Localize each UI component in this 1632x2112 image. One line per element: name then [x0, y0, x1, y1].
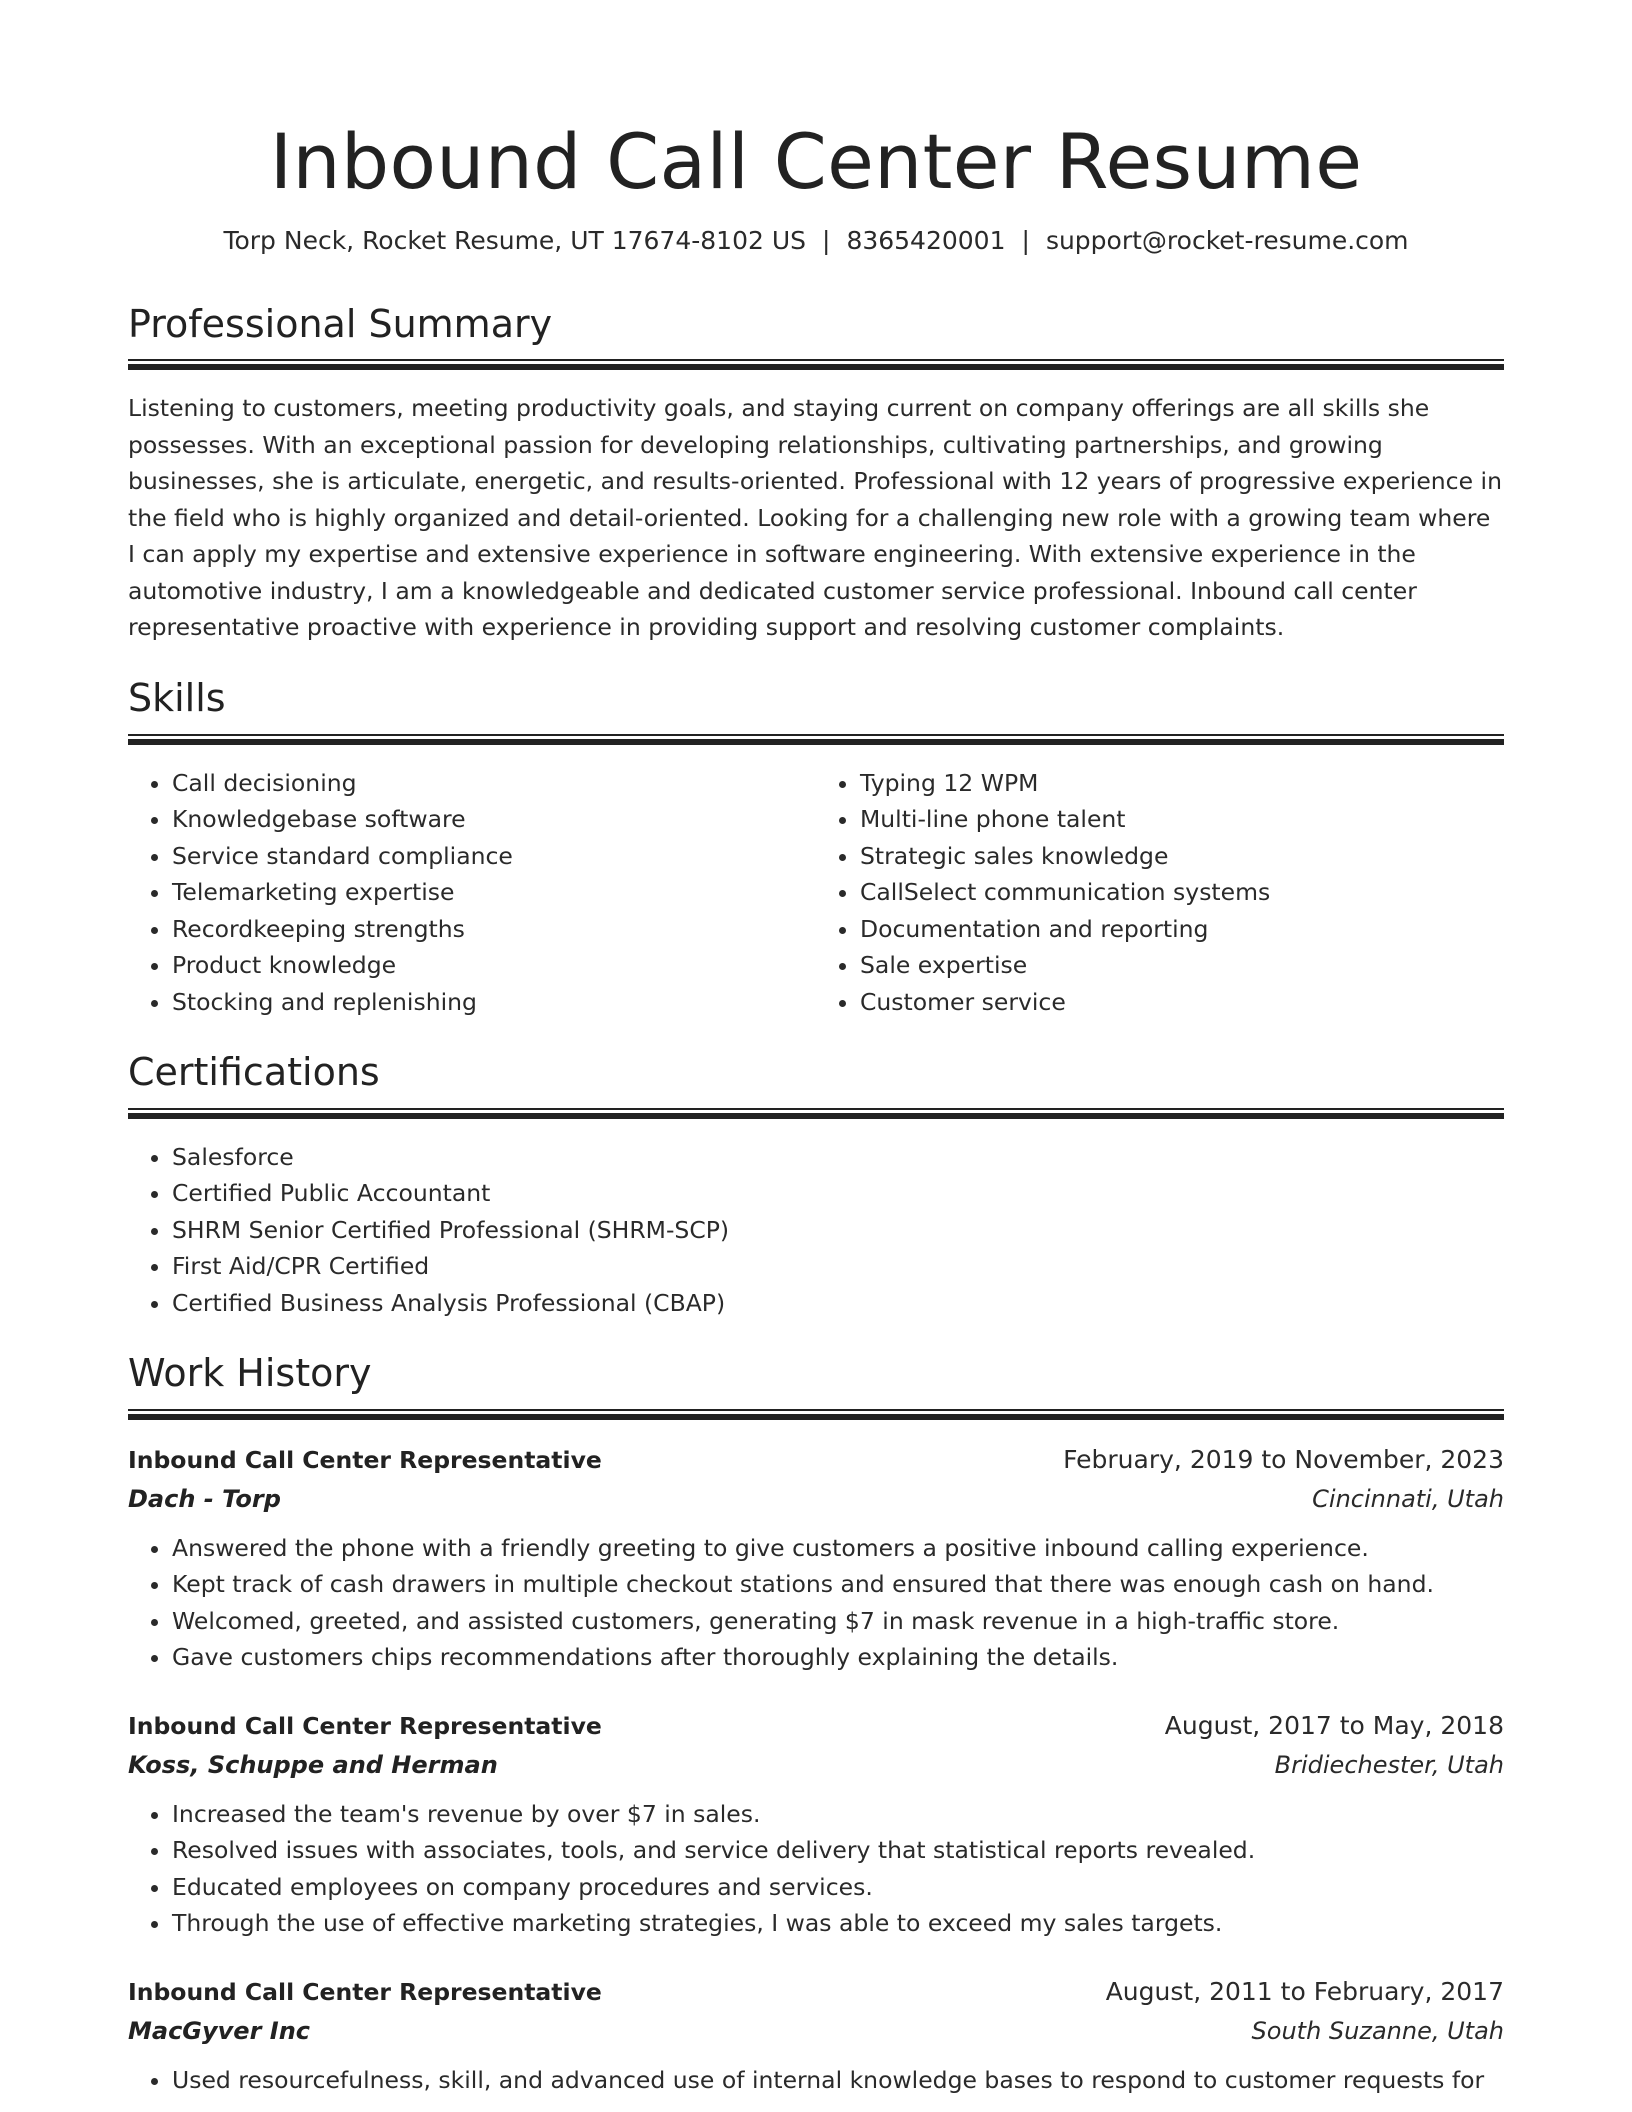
contact-phone: 8365420001 — [846, 226, 1006, 256]
contact-separator: | — [822, 226, 831, 256]
job-duties-list — [128, 1796, 1504, 1942]
work-history-section — [128, 1351, 1504, 2098]
job-location: South Suzanne, Utah — [1251, 2016, 1504, 2045]
certification-item: • Certified Public Accountant — [172, 1175, 1504, 1212]
job-company-row — [128, 2012, 1504, 2050]
job-dates: February, 2019 to November, 2023 — [1063, 1444, 1504, 1474]
job-entry — [128, 1706, 1504, 1942]
job-duty-item: • Resolved issues with associates, tools, and service delivery that statistical reports revealed. — [172, 1832, 1504, 1869]
skill-item: • Multi-line phone talent — [860, 801, 1504, 838]
job-duty-item: • Kept track of cash drawers in multiple checkout stations and ensured that there was enough cash on hand. — [172, 1566, 1504, 1603]
section-divider — [128, 1108, 1504, 1119]
skills-section — [128, 676, 1504, 1020]
certifications-list — [128, 1139, 1504, 1322]
skill-item: • Strategic sales knowledge — [860, 838, 1504, 875]
skills-heading: Skills — [128, 675, 226, 720]
job-header-row — [128, 1440, 1504, 1480]
skill-item: • Documentation and reporting — [860, 911, 1504, 948]
skill-item: • Product knowledge — [172, 947, 816, 984]
skill-item: • Telemarketing expertise — [172, 874, 816, 911]
certification-item: • Salesforce — [172, 1139, 1504, 1176]
job-duty-item: • Through the use of effective marketing strategies, I was able to exceed my sales targets. — [172, 1905, 1504, 1942]
contact-line — [128, 225, 1504, 258]
skill-item: • Knowledgebase software — [172, 801, 816, 838]
certification-item: • First Aid/CPR Certified — [172, 1248, 1504, 1285]
summary-section — [128, 302, 1504, 646]
skill-item: • Customer service — [860, 984, 1504, 1021]
certification-item: • SHRM Senior Certified Professional (SHRM-SCP) — [172, 1212, 1504, 1249]
job-header-row — [128, 1972, 1504, 2012]
job-entry — [128, 1972, 1504, 2099]
resume-content — [128, 118, 1504, 2112]
job-location: Bridiechester, Utah — [1274, 1750, 1504, 1779]
job-duties-list — [128, 1530, 1504, 1676]
job-company: Koss, Schuppe and Herman — [128, 1750, 498, 1779]
skill-item: • CallSelect communication systems — [860, 874, 1504, 911]
job-duty-item: • Answered the phone with a friendly greeting to give customers a positive inbound calling experience. — [172, 1530, 1504, 1567]
job-dates: August, 2017 to May, 2018 — [1164, 1710, 1504, 1740]
job-company: MacGyver Inc — [128, 2016, 311, 2045]
job-title: Inbound Call Center Representative — [128, 1977, 602, 2006]
section-divider — [128, 734, 1504, 745]
skills-right-list — [816, 765, 1504, 1021]
skills-grid — [128, 765, 1504, 1021]
job-duty-item: • Educated employees on company procedures and services. — [172, 1869, 1504, 1906]
certification-item: • Certified Business Analysis Professional (CBAP) — [172, 1285, 1504, 1322]
job-entry — [128, 1440, 1504, 1676]
skill-item: • Call decisioning — [172, 765, 816, 802]
job-duty-item: • Used resourcefulness, skill, and advanced use of internal knowledge bases to respond to customer requests for — [172, 2062, 1504, 2099]
skills-left-list — [128, 765, 816, 1021]
job-dates: August, 2011 to February, 2017 — [1105, 1976, 1504, 2006]
certifications-section — [128, 1050, 1504, 1321]
skill-item: • Typing 12 WPM — [860, 765, 1504, 802]
job-company-row — [128, 1480, 1504, 1518]
summary-text: Listening to customers, meeting productivity goals, and staying current on company offerings are all skills she possesses. With an exceptional passion for developing relationships, cultivating partnerships, and growing businesses, she is articulate, energetic, and results-oriented. Professional with 12 years of progressive experience in the field who is highly organized and detail-oriented. Looking for a challenging new role with a growing team where I can apply my expertise and extensive experience in software engineering. With extensive experience in the automotive industry, I am a knowledgeable and dedicated customer service professional. Inbound call center representative proactive with experience in providing support and resolving customer complaints. — [128, 394, 1502, 642]
job-duty-item: • Welcomed, greeted, and assisted customers, generating $7 in mask revenue in a high-traffic store. — [172, 1603, 1504, 1640]
section-divider — [128, 359, 1504, 370]
job-location: Cincinnati, Utah — [1312, 1484, 1504, 1513]
job-company: Dach - Torp — [128, 1484, 281, 1513]
skill-item: • Service standard compliance — [172, 838, 816, 875]
job-company-row — [128, 1746, 1504, 1784]
skill-item: • Sale expertise — [860, 947, 1504, 984]
job-title: Inbound Call Center Representative — [128, 1711, 602, 1740]
job-duty-item: • Gave customers chips recommendations after thoroughly explaining the details. — [172, 1639, 1504, 1676]
resume-title: Inbound Call Center Resume — [269, 117, 1363, 206]
contact-separator: | — [1021, 226, 1030, 256]
job-duty-item: • Increased the team's revenue by over $7 in sales. — [172, 1796, 1504, 1833]
skill-item: • Recordkeeping strengths — [172, 911, 816, 948]
job-title: Inbound Call Center Representative — [128, 1445, 602, 1474]
summary-heading: Professional Summary — [128, 301, 553, 346]
certifications-heading: Certifications — [128, 1050, 380, 1095]
section-divider — [128, 1409, 1504, 1420]
job-header-row — [128, 1706, 1504, 1746]
work-history-heading: Work History — [128, 1351, 372, 1396]
skill-item: • Stocking and replenishing — [172, 984, 816, 1021]
job-duties-list — [128, 2062, 1504, 2099]
contact-address: Torp Neck, Rocket Resume, UT 17674-8102 US — [223, 226, 806, 256]
contact-email: support@rocket-resume.com — [1045, 226, 1409, 256]
